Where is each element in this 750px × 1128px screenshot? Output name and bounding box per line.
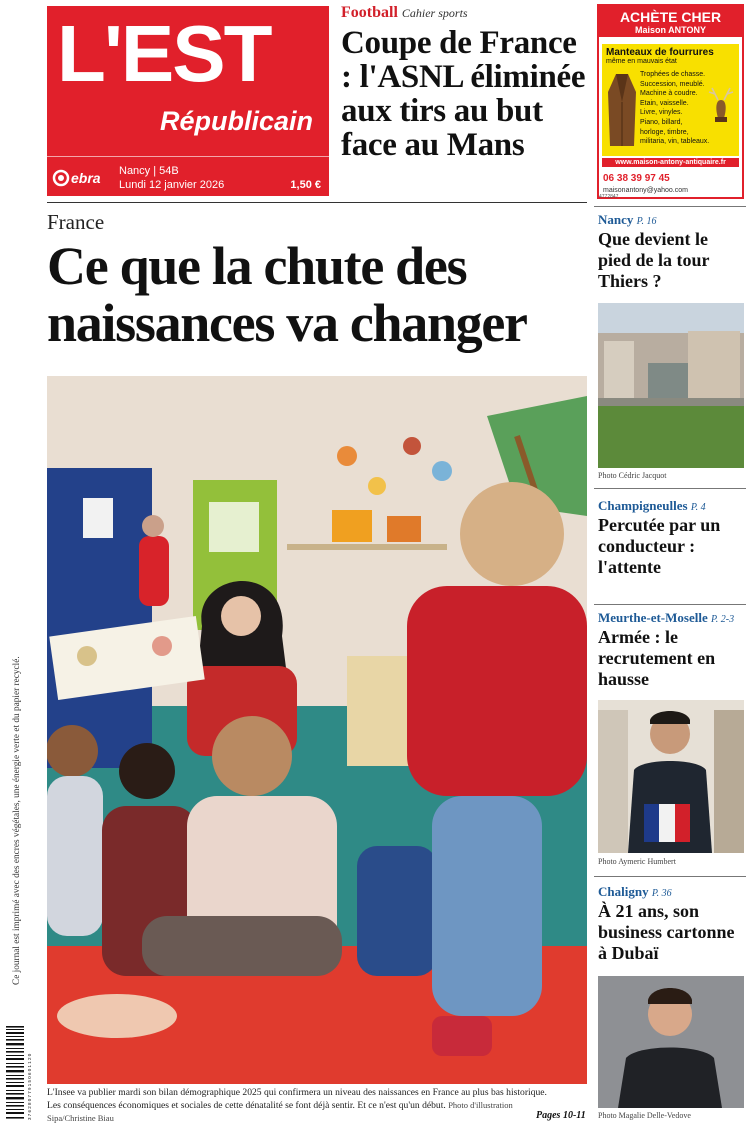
ad-title: ACHÈTE CHER [619, 9, 722, 25]
edition-info [47, 156, 329, 196]
teaser-photo-dubai[interactable] [598, 976, 744, 1108]
fur-coat-icon [606, 72, 638, 148]
teaser-title: Percutée par un conducteur : l'attente [598, 515, 721, 577]
right-column-divider [594, 876, 746, 877]
ad-item: Trophées de chasse. [640, 71, 706, 78]
teaser-title: À 21 ans, son business cartonne à Dubaï [598, 901, 735, 963]
recruit-portrait-illustration [598, 700, 744, 853]
ad-phone-number[interactable]: 06 38 39 97 45 [603, 173, 670, 184]
teaser-title: Que devient le pied de la tour Thiers ? [598, 229, 710, 291]
ad-subtitle: Maison ANTONY [634, 25, 706, 35]
ad-item: Succession, meublé. [640, 80, 705, 88]
section-label: France [47, 210, 105, 234]
ad-email[interactable]: maisonantony@yahoo.com [603, 187, 688, 194]
ad-items-list [640, 70, 709, 147]
caption-text: L'Insee va publier mardi son bilan démographique 2025 qui confirmera un niveau des naissances en France au plus bas historique. Les conséquences économiques et sociales de cette dénatalité se font déjà sentir. Et ce n'est qu'un début. [47, 1087, 547, 1111]
teaser-nancy[interactable] [598, 212, 744, 292]
ad-body-subtitle: même en mauvais état [606, 58, 677, 65]
newspaper-logo-subtitle: Républicain [159, 106, 313, 136]
main-headline[interactable]: Ce que la chute des naissances va changer [47, 236, 527, 353]
ad-body [602, 44, 739, 156]
teaser-photo-credit: Photo Aymeric Humbert [598, 857, 676, 866]
svg-text:3 7 6 2 8 0 7 7 9 1 5 0 6 0 1: 3 7 6 2 8 0 7 7 9 1 5 0 6 0 1 1 2 0 [27, 1053, 32, 1120]
top-divider [47, 202, 587, 203]
teaser-page: P. 16 [636, 216, 657, 227]
ebra-logo [51, 167, 113, 189]
ad-item: Livre, vinyles. [640, 109, 683, 117]
teaser-kicker: Football [341, 4, 398, 21]
teaser-kicker-text: Champigneulles [598, 498, 688, 513]
svg-text:ebra: ebra [71, 170, 101, 186]
ad-item: horloge, timbre, [640, 128, 689, 136]
ad-phone[interactable] [603, 173, 742, 195]
eco-print-note: Ce journal est imprimé avec des encres végétales, une énergie verte et du papier recyclé. [12, 656, 22, 985]
ad-item: Etain, vaisselle. [640, 99, 689, 107]
issue-date: Lundi 12 janvier 2026 [119, 179, 225, 191]
ad-item: Piano, billard, [640, 118, 683, 126]
right-column-divider [594, 488, 746, 489]
ad-body-title: Manteaux de fourrures [606, 47, 714, 58]
tower-site-illustration [598, 303, 744, 468]
teaser-kicker-text: Nancy [598, 212, 634, 227]
football-teaser[interactable] [341, 4, 586, 162]
teaser-meurthe-et-moselle[interactable] [598, 610, 744, 690]
teaser-kicker [598, 212, 744, 228]
ad-item: Machine à coudre. [640, 90, 698, 98]
deer-trophy-icon [706, 84, 736, 124]
ad-header [599, 6, 742, 37]
photo-caption [47, 1087, 562, 1125]
caption-credit: Photo d'illustration Sipa/Christine Biau [47, 1100, 513, 1123]
teaser-kicker-note: Cahier sports [401, 6, 468, 20]
ad-item: militaria, vin, tableaux. [640, 138, 710, 146]
teaser-kicker [598, 610, 744, 626]
young-entrepreneur-portrait-illustration [598, 976, 744, 1108]
edition-label: Nancy | 54B [119, 165, 179, 177]
teaser-photo-army[interactable] [598, 700, 744, 853]
teaser-page: P. 2-3 [710, 614, 735, 625]
teaser-title: Armée : le recrutement en hausse [598, 627, 716, 689]
masthead[interactable] [47, 6, 329, 196]
advertisement[interactable] [597, 4, 744, 199]
teaser-headline: Coupe de France : l'ASNL éliminée aux tirs au but face au Mans [341, 25, 586, 163]
teaser-page: P. 36 [651, 888, 672, 899]
teaser-chaligny[interactable] [598, 884, 744, 964]
teaser-kicker-text: Chaligny [598, 884, 649, 899]
ad-reference: 4772847 [599, 194, 619, 200]
main-photo[interactable] [47, 376, 587, 1084]
teaser-champigneulles[interactable] [598, 498, 744, 578]
teaser-kicker [598, 498, 744, 514]
teaser-page: P. 4 [690, 502, 706, 513]
teaser-photo-credit: Photo Cédric Jacquot [598, 471, 667, 480]
teaser-photo-nancy[interactable] [598, 303, 744, 468]
teaser-kicker [598, 884, 744, 900]
barcode-icon [4, 1024, 34, 1122]
right-column-divider [594, 604, 746, 605]
ebra-logo-icon [51, 167, 113, 189]
teaser-kicker-text: Meurthe-et-Moselle [598, 610, 708, 625]
newspaper-logo: L'EST [57, 9, 271, 98]
ad-url[interactable]: www.maison-antony-antiquaire.fr [602, 158, 739, 167]
right-column-divider [594, 206, 746, 207]
nursery-scene-illustration [47, 376, 587, 1084]
issue-price: 1,50 € [290, 179, 321, 191]
teaser-photo-credit: Photo Magalie Delle-Vedove [598, 1111, 691, 1120]
page-reference[interactable]: Pages 10-11 [536, 1110, 586, 1121]
